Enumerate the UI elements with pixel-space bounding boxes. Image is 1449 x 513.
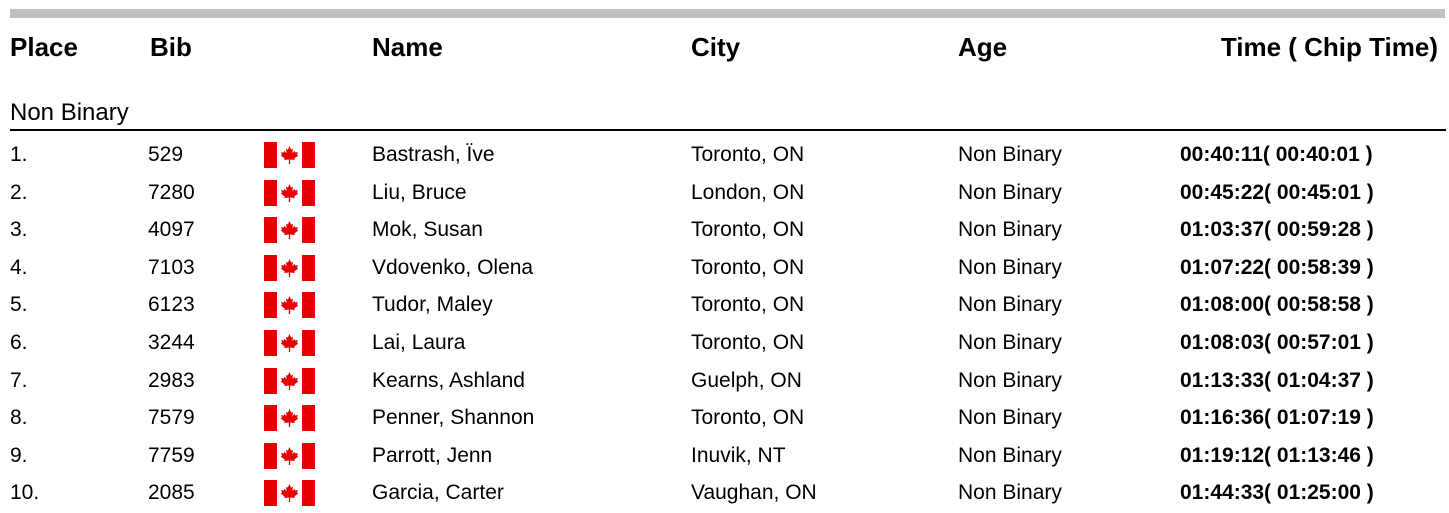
canada-flag-icon bbox=[264, 142, 315, 168]
name-cell: Kearns, Ashland bbox=[372, 368, 525, 392]
city-cell: Toronto, ON bbox=[691, 330, 805, 354]
results-table-body bbox=[0, 136, 1449, 512]
time-cell: 00:45:22( 00:45:01 ) bbox=[1180, 180, 1374, 204]
place-cell: 9. bbox=[10, 443, 28, 467]
bib-cell: 2085 bbox=[148, 481, 195, 505]
bib-cell: 2983 bbox=[148, 368, 195, 392]
canada-flag-icon bbox=[264, 330, 315, 356]
table-row bbox=[0, 174, 1449, 212]
time-cell: 01:08:03( 00:57:01 ) bbox=[1180, 330, 1374, 354]
table-row bbox=[0, 437, 1449, 475]
age-cell: Non Binary bbox=[958, 180, 1062, 204]
top-divider-bar bbox=[10, 9, 1445, 18]
age-cell: Non Binary bbox=[958, 255, 1062, 279]
city-cell: Toronto, ON bbox=[691, 406, 805, 430]
place-cell: 4. bbox=[10, 255, 28, 279]
canada-flag-icon bbox=[264, 255, 315, 281]
canada-flag-icon bbox=[264, 405, 315, 431]
time-cell: 01:16:36( 01:07:19 ) bbox=[1180, 406, 1374, 430]
header-time: Time ( Chip Time) bbox=[1220, 32, 1438, 62]
time-cell: 01:07:22( 00:58:39 ) bbox=[1180, 255, 1374, 279]
age-cell: Non Binary bbox=[958, 368, 1062, 392]
bib-cell: 7280 bbox=[148, 180, 195, 204]
city-cell: Toronto, ON bbox=[691, 218, 805, 242]
bib-cell: 4097 bbox=[148, 218, 195, 242]
category-divider bbox=[10, 129, 1446, 131]
place-cell: 5. bbox=[10, 293, 28, 317]
header-bib: Bib bbox=[150, 32, 192, 62]
place-cell: 7. bbox=[10, 368, 28, 392]
place-cell: 10. bbox=[10, 481, 40, 505]
header-age: Age bbox=[958, 32, 1008, 62]
time-cell: 01:13:33( 01:04:37 ) bbox=[1180, 368, 1374, 392]
age-cell: Non Binary bbox=[958, 481, 1062, 505]
bib-cell: 6123 bbox=[148, 293, 195, 317]
category-heading: Non Binary bbox=[10, 99, 129, 126]
name-cell: Garcia, Carter bbox=[372, 481, 504, 505]
bib-cell: 7103 bbox=[148, 255, 195, 279]
time-cell: 00:40:11( 00:40:01 ) bbox=[1180, 143, 1373, 166]
canada-flag-icon bbox=[264, 217, 315, 243]
bib-cell: 7579 bbox=[148, 406, 195, 430]
table-row bbox=[0, 249, 1449, 287]
age-cell: Non Binary bbox=[958, 443, 1062, 467]
age-cell: Non Binary bbox=[958, 143, 1062, 166]
place-cell: 1. bbox=[10, 143, 28, 166]
bib-cell: 529 bbox=[148, 143, 184, 166]
canada-flag-icon bbox=[264, 480, 315, 506]
city-cell: Toronto, ON bbox=[691, 143, 805, 166]
city-cell: Guelph, ON bbox=[691, 368, 802, 392]
canada-flag-icon bbox=[264, 443, 315, 469]
table-row bbox=[0, 211, 1449, 249]
table-row bbox=[0, 136, 1449, 174]
place-cell: 6. bbox=[10, 330, 28, 354]
place-cell: 2. bbox=[10, 180, 28, 204]
time-cell: 01:19:12( 01:13:46 ) bbox=[1180, 443, 1374, 467]
canada-flag-icon bbox=[264, 368, 315, 394]
header-place: Place bbox=[10, 32, 78, 62]
name-cell: Mok, Susan bbox=[372, 218, 483, 242]
table-row bbox=[0, 362, 1449, 400]
name-cell: Liu, Bruce bbox=[372, 180, 467, 204]
results-header-row bbox=[0, 28, 1449, 66]
table-row bbox=[0, 399, 1449, 437]
city-cell: London, ON bbox=[691, 180, 805, 204]
time-cell: 01:03:37( 00:59:28 ) bbox=[1180, 218, 1374, 242]
header-name: Name bbox=[372, 32, 443, 62]
name-cell: Vdovenko, Olena bbox=[372, 255, 534, 279]
time-cell: 01:44:33( 01:25:00 ) bbox=[1180, 481, 1374, 505]
canada-flag-icon bbox=[264, 292, 315, 318]
city-cell: Inuvik, NT bbox=[691, 443, 786, 467]
header-city: City bbox=[691, 32, 741, 62]
table-row bbox=[0, 324, 1449, 362]
city-cell: Vaughan, ON bbox=[691, 481, 817, 505]
bib-cell: 7759 bbox=[148, 443, 195, 467]
table-row bbox=[0, 474, 1449, 512]
table-row bbox=[0, 286, 1449, 324]
city-cell: Toronto, ON bbox=[691, 293, 805, 317]
name-cell: Tudor, Maley bbox=[372, 293, 493, 317]
age-cell: Non Binary bbox=[958, 218, 1062, 242]
city-cell: Toronto, ON bbox=[691, 255, 805, 279]
age-cell: Non Binary bbox=[958, 293, 1062, 317]
place-cell: 3. bbox=[10, 218, 28, 242]
age-cell: Non Binary bbox=[958, 330, 1062, 354]
age-cell: Non Binary bbox=[958, 406, 1062, 430]
canada-flag-icon bbox=[264, 180, 315, 206]
name-cell: Lai, Laura bbox=[372, 330, 466, 354]
name-cell: Bastrash, Ïve bbox=[372, 143, 495, 166]
name-cell: Parrott, Jenn bbox=[372, 443, 493, 467]
name-cell: Penner, Shannon bbox=[372, 406, 535, 430]
place-cell: 8. bbox=[10, 406, 28, 430]
time-cell: 01:08:00( 00:58:58 ) bbox=[1180, 293, 1374, 317]
bib-cell: 3244 bbox=[148, 330, 195, 354]
